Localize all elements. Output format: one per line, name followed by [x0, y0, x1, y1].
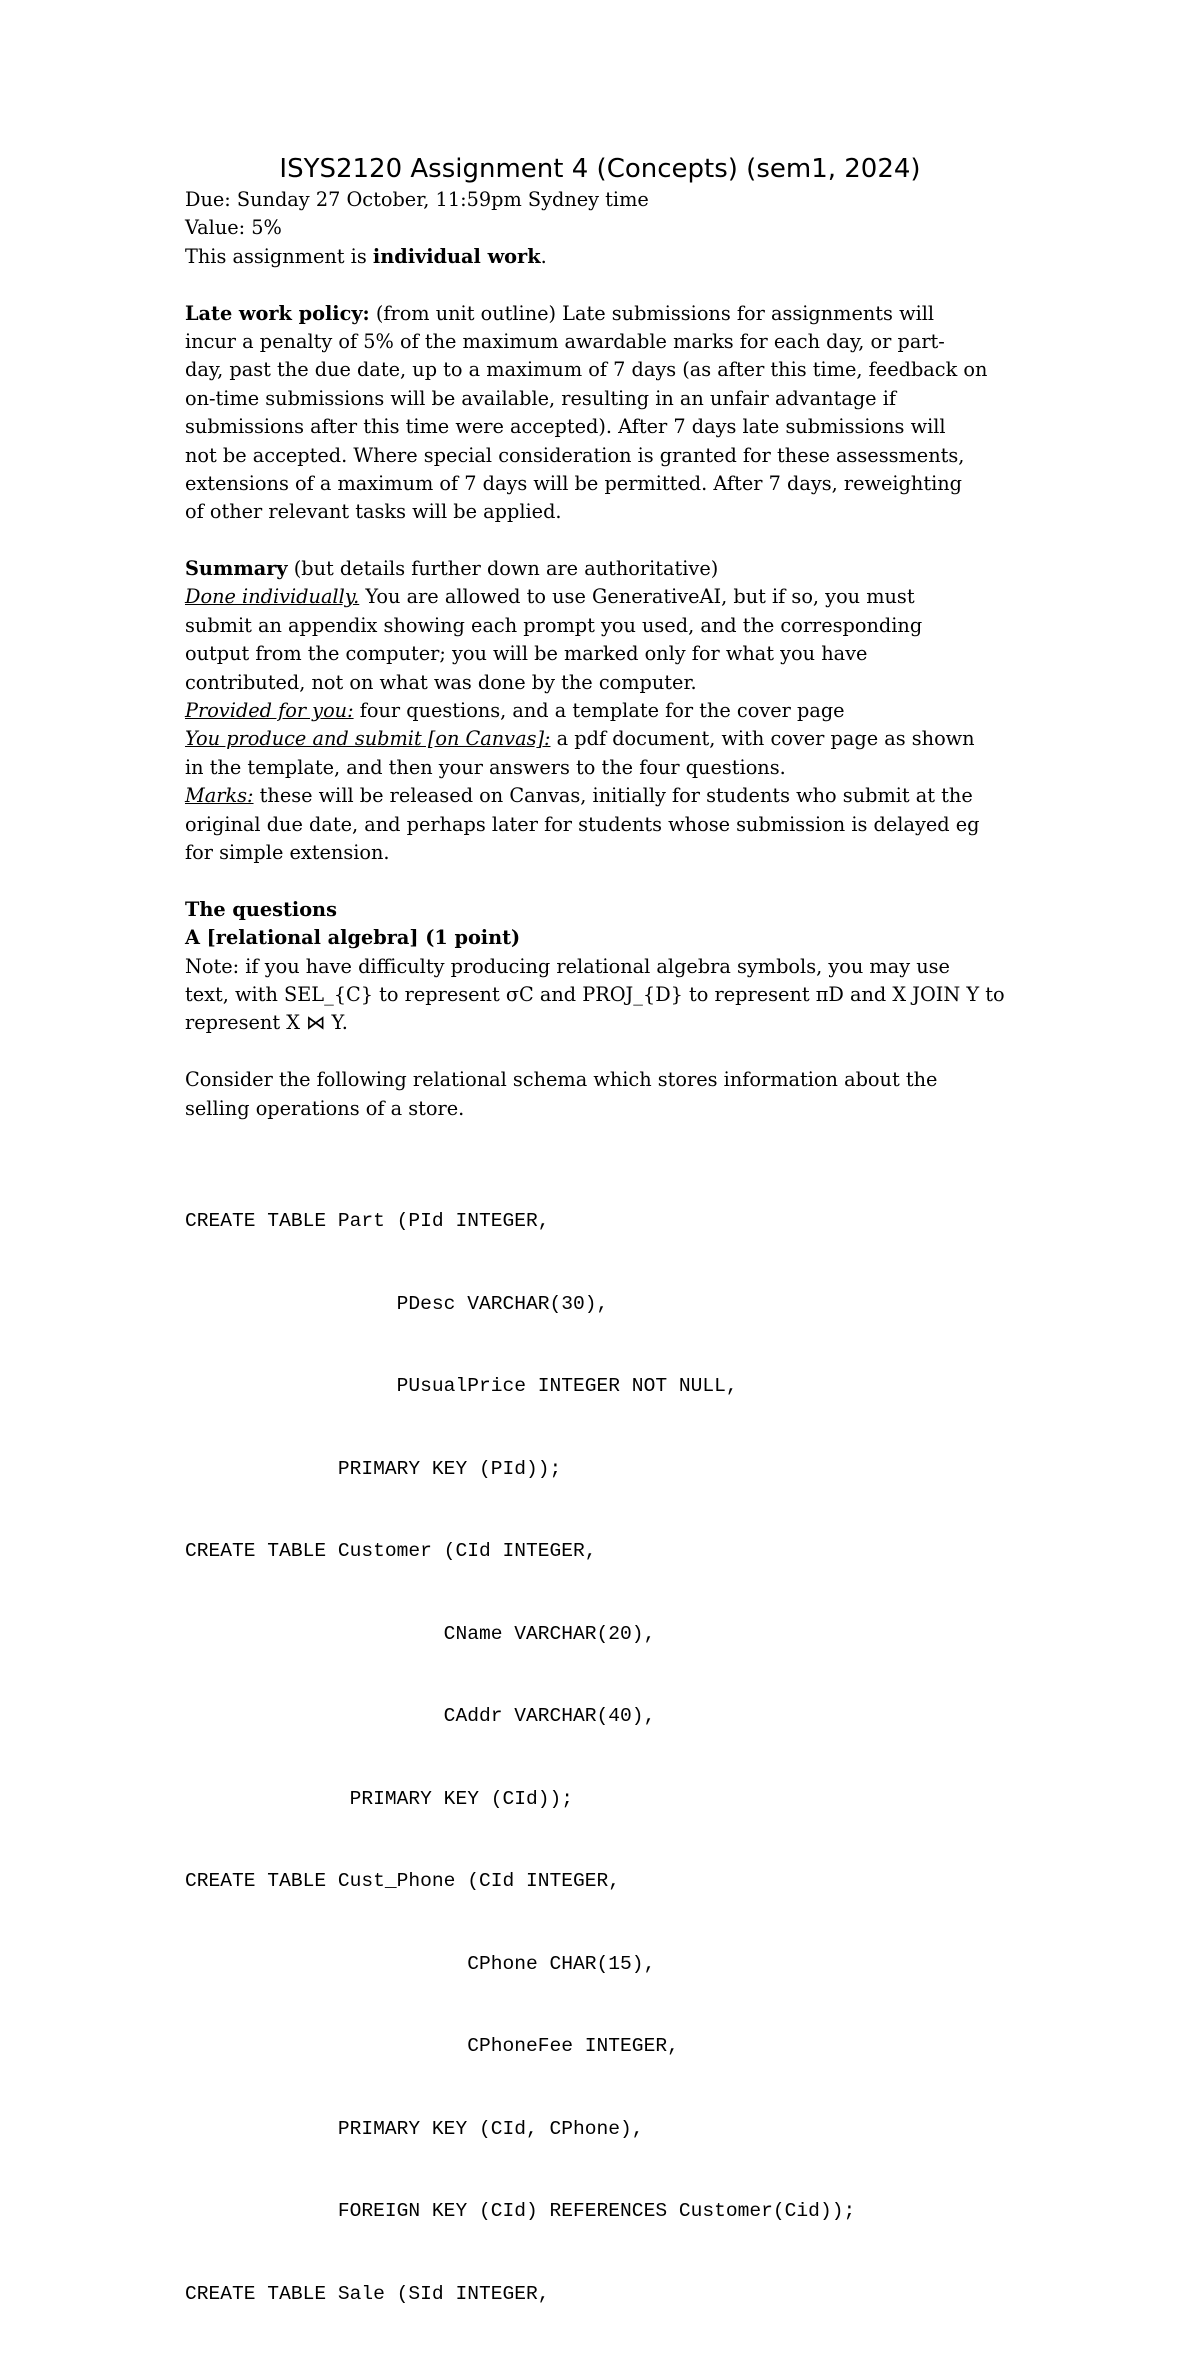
summary-text: contributed, not on what was done by the computer.	[185, 670, 697, 694]
individual-bold: individual work	[372, 244, 541, 268]
summary-text: output from the computer; you will be marked only for what you have	[185, 642, 868, 666]
note-text: Note: if you have difficulty producing relational algebra symbols, you may use	[185, 954, 950, 978]
done-individually-label: Done individually.	[185, 585, 360, 609]
code-line: CREATE TABLE Cust_Phone (CId INTEGER,	[185, 1870, 621, 1892]
late-policy-text: incur a penalty of 5% of the maximum awardable marks for each day, or part-	[185, 329, 945, 353]
individual-suffix: .	[540, 244, 547, 268]
document-body	[185, 186, 1035, 1123]
code-line: PRIMARY KEY (CId, CPhone),	[185, 2117, 644, 2140]
summary-text: submit an appendix showing each prompt you used, and the corresponding	[185, 613, 923, 637]
code-line: CREATE TABLE Sale (SId INTEGER,	[185, 2282, 550, 2305]
code-line: PDesc VARCHAR(30),	[185, 1292, 609, 1315]
code-line: PRIMARY KEY (PId));	[185, 1457, 562, 1480]
page-title: ISYS2120 Assignment 4 (Concepts) (sem1, 2024)	[279, 154, 921, 184]
code-line: FOREIGN KEY (CId) REFERENCES Customer(Cid));	[185, 2200, 856, 2222]
summary-section	[185, 555, 1035, 867]
code-line: CREATE TABLE Customer (CId INTEGER,	[185, 1540, 597, 1562]
questions-heading: The questions	[185, 897, 337, 921]
summary-text: in the template, and then your answers to the four questions.	[185, 755, 786, 779]
late-policy-text: day, past the due date, up to a maximum of 7 days (as after this time, feedback on	[185, 358, 988, 382]
question-a-heading: A [relational algebra] (1 point)	[185, 926, 521, 950]
code-line: PRIMARY KEY (CId));	[185, 1787, 574, 1810]
marks-label: Marks:	[185, 784, 254, 808]
due-date: Due: Sunday 27 October, 11:59pm Sydney time	[185, 188, 649, 211]
code-line: CAddr VARCHAR(40),	[185, 1705, 656, 1727]
late-policy-heading: Late work policy:	[185, 301, 370, 325]
summary-text: original due date, and perhaps later for students whose submission is delayed eg	[185, 812, 980, 836]
summary-text: four questions, and a template for the cover page	[353, 699, 845, 723]
note-text: text, with SEL_{C} to represent σC and PROJ_{D} to represent πD and X JOIN Y to	[185, 982, 1005, 1006]
note-text: represent X ⋈ Y.	[185, 1011, 348, 1035]
late-policy-section	[185, 300, 1035, 527]
consider-text: Consider the following relational schema which stores information about the	[185, 1068, 938, 1092]
summary-text: You are allowed to use GenerativeAI, but if so, you must	[359, 585, 915, 609]
code-line: CREATE TABLE Part (PId INTEGER,	[185, 1210, 550, 1232]
code-line: CName VARCHAR(20),	[185, 1622, 656, 1645]
produce-label: You produce and submit [on Canvas]:	[185, 727, 551, 751]
summary-text: a pdf document, with cover page as shown	[550, 727, 975, 751]
late-policy-text: on-time submissions will be available, resulting in an unfair advantage if	[185, 386, 897, 410]
individual-work-line	[185, 243, 1035, 271]
summary-note: (but details further down are authoritative)	[287, 557, 719, 581]
late-policy-text: (from unit outline) Late submissions for assignments will	[369, 301, 935, 325]
code-line: PUsualPrice INTEGER NOT NULL,	[185, 1375, 738, 1397]
late-policy-text: not be accepted. Where special consideration is granted for these assessments,	[185, 443, 965, 467]
provided-label: Provided for you:	[185, 699, 354, 723]
assignment-value: Value: 5%	[185, 216, 282, 240]
late-policy-text: extensions of a maximum of 7 days will be permitted. After 7 days, reweighting	[185, 471, 963, 495]
questions-section	[185, 896, 1035, 1123]
summary-text: these will be released on Canvas, initially for students who submit at the	[253, 784, 973, 808]
late-policy-text: submissions after this time were accepted). After 7 days late submissions will	[185, 415, 946, 439]
consider-text: selling operations of a store.	[185, 1096, 465, 1120]
individual-prefix: This assignment is	[185, 244, 373, 268]
sql-schema-code	[185, 1153, 855, 2363]
summary-text: for simple extension.	[185, 840, 390, 864]
late-policy-text: of other relevant tasks will be applied.	[185, 500, 562, 524]
code-line: CPhone CHAR(15),	[185, 1952, 656, 1975]
code-line: CPhoneFee INTEGER,	[185, 2035, 679, 2057]
summary-heading: Summary	[185, 557, 288, 581]
